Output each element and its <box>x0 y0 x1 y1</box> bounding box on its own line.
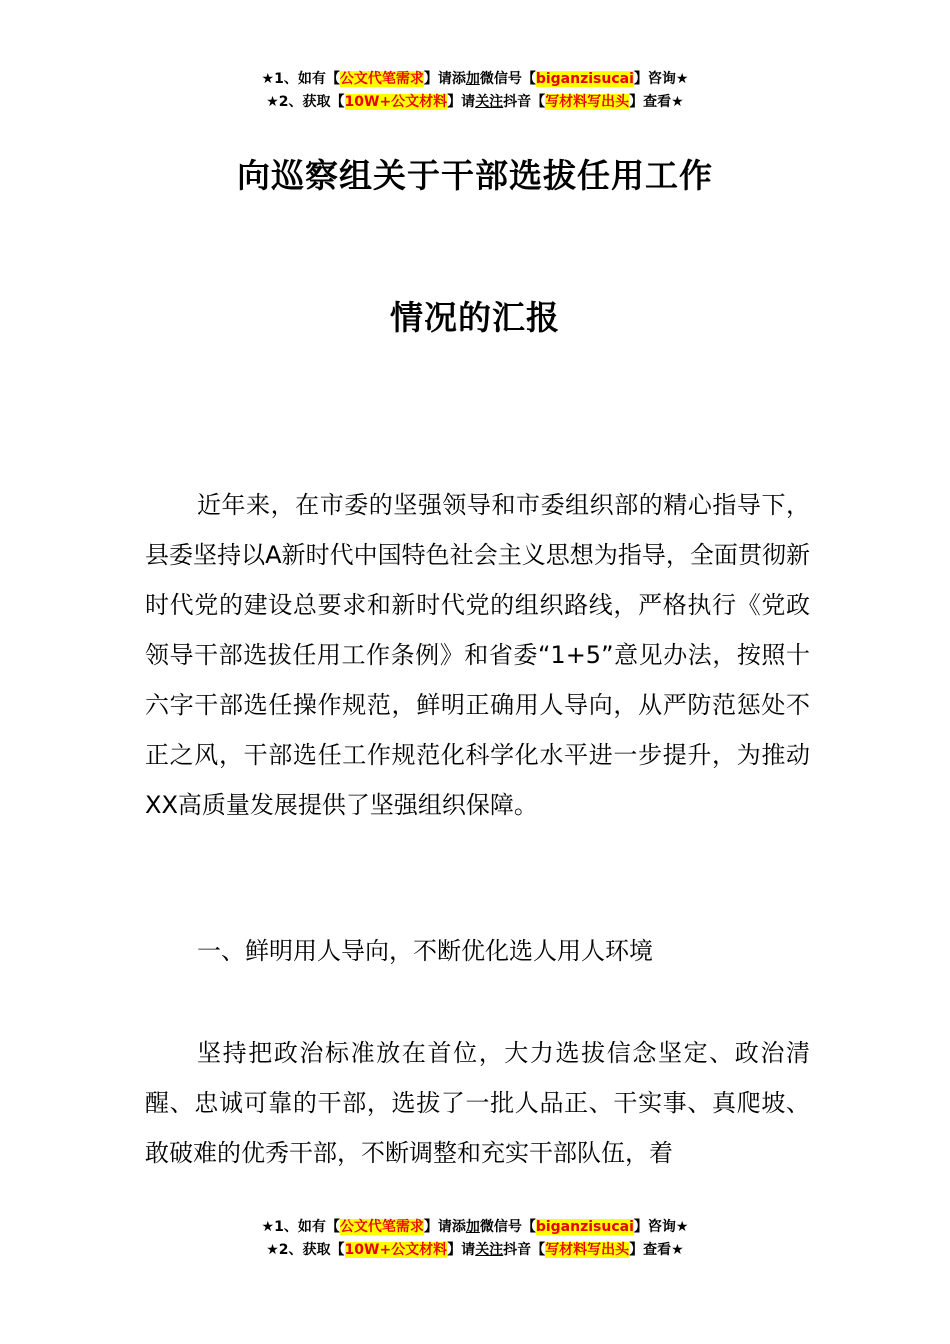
highlight-douyin-account: 写材料写出头 <box>545 94 630 110</box>
promo-banner-bottom <box>0 1216 950 1262</box>
highlight-wechat-id: biganzisucai <box>535 1219 634 1235</box>
promo-line-1: ★1、如有【公文代笔需求】请添加微信号【biganzisucai】咨询★ <box>261 1219 689 1235</box>
highlight-ghostwriting: 公文代笔需求 <box>339 1219 424 1235</box>
promo-banner-top <box>0 68 950 114</box>
document-title-line2: 情况的汇报 <box>390 298 560 337</box>
highlight-materials: 10W+公文材料 <box>344 1242 448 1258</box>
highlight-wechat-id: biganzisucai <box>535 71 634 87</box>
promo-line-2: ★2、获取【10W+公文材料】请关注抖音【写材料写出头】查看★ <box>266 1242 684 1258</box>
highlight-ghostwriting: 公文代笔需求 <box>339 71 424 87</box>
section-heading-1: 一、鲜明用人导向，不断优化选人用人环境 <box>197 937 653 965</box>
highlight-douyin-account: 写材料写出头 <box>545 1242 630 1258</box>
intro-paragraph: 近年来，在市委的坚强领导和市委组织部的精心指导下，县委坚持以A新时代中国特色社会主义思想为指导，全面贯彻新时代党的建设总要求和新时代党的组织路线，严格执行《党政领导干部选拔任用工作条例》和省委“1+5”意见办法，按照十六字干部选任操作规范，鲜明正确用人导向，从严防范惩处不正之风，干部选任工作规范化科学化水平进一步提升，为推动XX高质量发展提供了坚强组织保障。 <box>145 491 810 819</box>
promo-line-2: ★2、获取【10W+公文材料】请关注抖音【写材料写出头】查看★ <box>266 94 684 110</box>
promo-line-1: ★1、如有【公文代笔需求】请添加微信号【biganzisucai】咨询★ <box>261 71 689 87</box>
document-title-line1: 向巡察组关于干部选拔任用工作 <box>237 156 713 195</box>
section-1-paragraph: 坚持把政治标准放在首位，大力选拔信念坚定、政治清醒、忠诚可靠的干部，选拔了一批人品正、干实事、真爬坡、敢破难的优秀干部，不断调整和充实干部队伍，着 <box>145 1039 810 1167</box>
highlight-materials: 10W+公文材料 <box>344 94 448 110</box>
